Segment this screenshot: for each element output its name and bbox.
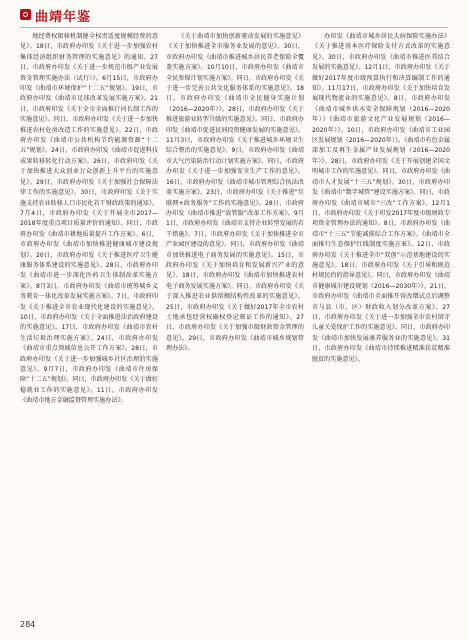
page-number: 284 [20, 620, 36, 629]
text-column-left [20, 32, 158, 614]
yearbook-logo-icon [20, 9, 31, 20]
page-header [0, 0, 468, 32]
column-paragraph: 地经费权限移机制健全权责适度规模经费的意见》。18日，市政府办印发《关于进一步加强农村集体经济组织财务管理的实施意见》的通知。27日，市政府办印发《关于进一步规范市级产业发展资金管理实施办法（试行）》。6月15日，市政府办印发《曲靖市环境保护“十二五”规划》。19日，市政府办印发《曲靖市足球改革发展实施方案》。21日，市政府印发《关于全市全面推行河长制工作的实施意见》。同日，市政府办印发《关于进一步加快推进农村危房改造工作的实施意见》。22日，市政府办印发《曲靖市公共机构节约能源资源“十二五”规划》。24日，市政府办印发《曲靖市促进科技成果转移转化行动方案》。26日，市政府印发《关于加快推进大众创业万众创新上升平台的实施意见》。29日，市政府办印发《关于加强社会保障法律工作的实施意见》。30日，市政府印发《关于实施支持农业转移人口市民化若干财政政策的通知》。7月4日，市政府办印发《关于开展全市2017—2018年度重点项目质量评价的通知》。同日，市政府办印发《曲靖市耕地质量提升工作方案》。6日，市政府办印发《曲靖市加快推进健康城市建设规划》。20日，市政府办印发《关于推进医疗卫生健康服务体系建设的实施意见》。28日，市政府办印发《曲靖市进一步深化医药卫生体制改革实施方案》。8月3日，市政府办印发《曲靖市统筹城乡义务教育一体化改革发展实施方案》。7日，市政府印发《关于推进全市农业现代化建设的实施意见》。10日，市政府办印发《关于全面推进法治政府建设的实施意见》。17日，市政府办印发《曲靖市农村生活垃圾治理实施方案》。24日，市政府办印发《曲靖市重点领域信息公开工作方案》。28日，市政府办印发《关于进一步加强城乡社区治理的实施意见》。9月7日，市政府办印发《曲靖市住房保障“十二五”规划》。同日，市政府办印发《关于做好稳就业工作的实施意见》。11日，市政府办印发《曲靖市地方金融监督管理实施办法》。 [20, 33, 158, 405]
column-paragraph: 《关于曲靖市加快创新驱动发展的实施意见》《关于加快推进全市服务业发展的意见》。30日，市政府办印发《曲靖市推进城乡居民养老保险全覆盖实施方案》。10月10日，市政府办印发《曲靖市全民参保计划实施方案》。同日，市政府办印发《关于进一步完善公共文化服务体系的实施意见》。18日，市政府办印发《曲靖市全民健身实施计划（2016—2020年）》。28日，市政府办印发《关于推进旅游业转型升级的实施意见》。同日，市政府办印发《曲靖市促进民间投资健康发展的实施意见》。11月3日，市政府办印发《关于推进城乡环境卫生综合整治的实施意见》。9日，市政府办印发《曲靖市大气污染防治行动计划实施方案》。同日，市政府办印发《关于进一步加强安全生产工作的意见》。16日，市政府办印发《曲靖市城市管理综合执法改革实施方案》。23日，市政府办印发《关于推进“互联网+政务服务”工作的实施意见》。28日，市政府办印发《曲靖市推进“放管服”改革工作方案》。9月1日，市政府办印发《曲靖市支持企业转型发展的若干措施》。7日，市政府办印发《关于加快推进全市产业园区建设的意见》。同日，市政府办印发《曲靖市加快推进电子商务发展的实施意见》。15日，市政府办印发《关于加快培育和发展新兴产业的意见》。18日，市政府办印发《曲靖市加快推进农村电子商务发展实施方案》。同日，市政府办印发《关于深入推进农业供给侧结构性改革的实施意见》。25日，市政府办印发《关于做好2017年全市农村土地承包经营权确权登记颁证工作的通知》。27日，市政府办印发《关于加强市级财政资金管理的意见》。29日，市政府办印发《曲靖市城乡规划管理办法》。 [166, 33, 304, 353]
text-columns [20, 32, 450, 614]
text-column-right [312, 32, 450, 614]
header-divider [20, 27, 448, 28]
column-paragraph: 办印发《曲靖市城乡居民大病保险实施办法》《关于推进基本医疗保险支付方式改革的实施意见》。30日，市政府办印发《曲靖市推进医养结合发展的实施意见》。12月1日，市政府办印发《关于做好2017年度市级预算执行和决算编制工作的通知》。11月17日，市政府办印发《关于加快培育发展现代物流业的实施意见》。8日，市政府办印发《曲靖市城乡供水安全保障规划（2016—2020年）》《曲靖市旅游文化产业发展规划（2016—2020年）》。10日，市政府办印发《曲靖市工业园区发展规划（2016—2020年）》。《曲靖市有色金属深加工及再生金属产业发展规划（2016—2020年）》。28日，市政府办印发《关于开展创建全国文明城市工作的实施意见》。同日，市政府办印发《曲靖市人才发展“十三五”规划》。30日，市政府办印发《曲靖市“数字城管”建设实施方案》。同日，市政府办印发《曲靖市城市“三改”工作方案》。12月1日，市政府办印发《关于印发2017年度市级财政专项资金管理办法的通知》。8日，市政府办印发《曲靖市“十三五”节能减排综合工作方案》。《曲靖市全面推行生态保护红线制度实施方案》。12日，市政府办印发《关于推进全市“双创”示范基地建设的实施意见》。18日，市政府办印发《关于引导和规范村规民约的指导意见》。同日，市政府办印发《曲靖市健康城市建设规划（2016—2030年）》。21日，市政府办印发《曲靖市全面推开营改增试点后调整市与县（市、区）财政收入划分改革方案》。27日，市政府办印发《关于进一步加强全市农村留守儿童关爱保护工作的实施意见》。同日，市政府办印发《曲靖市加快发展康养服务业的实施意见》。31日，市政府办印发《曲靖市持续推进精准扶贫精准脱贫的实施意见》。 [312, 33, 450, 363]
text-column-middle [166, 32, 304, 614]
brand-title: 曲靖年鉴 [35, 10, 92, 25]
